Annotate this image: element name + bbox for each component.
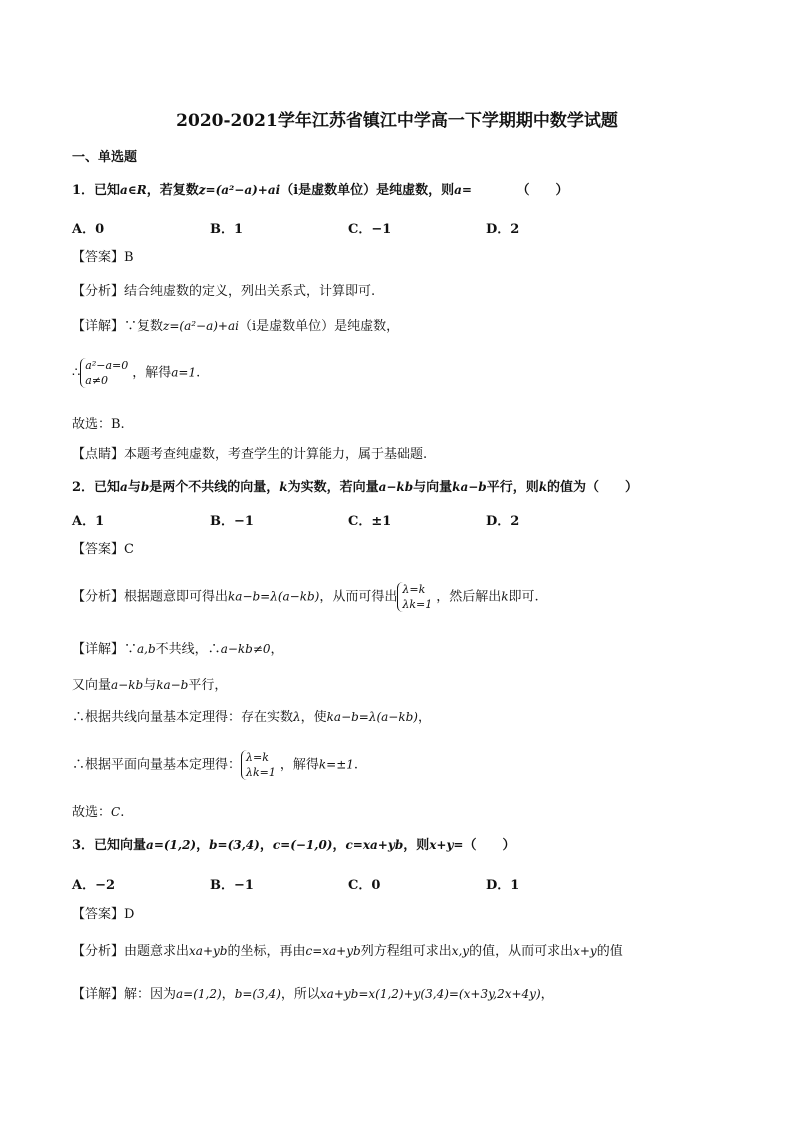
q1-option-a: A．0: [72, 222, 105, 237]
q1-equation-system: ∴ a²−a=0 a≠0 ，解得a=1.: [72, 359, 201, 387]
question-1-stem: 1．已知a∈R，若复数z=(a²−a)+ai（i是虚数单位）是纯虚数，则a= （ ）: [72, 183, 569, 198]
q3-answer: 【答案】D: [72, 907, 135, 922]
q1-detail: 【详解】∵复数z=(a²−a)+ai（i是虚数单位）是纯虚数，: [72, 319, 400, 334]
section-heading: 一、单选题: [72, 150, 138, 165]
q3-option-a: A．−2: [72, 878, 116, 893]
q1-option-c: C．−1: [348, 222, 392, 237]
q1-choice: 故选：B.: [72, 417, 125, 432]
q1-answer: 【答案】B: [72, 250, 134, 265]
document-title: 2020-2021学年江苏省镇江中学高一下学期期中数学试题: [176, 111, 618, 131]
q3-detail: 【详解】解：因为a=(1,2)，b=(3,4)，所以xa+yb=x(1,2)+y(3,4)=(x+3y,2x+4y)，: [72, 987, 554, 1002]
equation-brace: λ=k λk=1: [397, 582, 432, 612]
q2-detail-line-3: ∴根据共线向量基本定理得：存在实数λ，使ka−b=λ(a−kb)，: [72, 710, 432, 725]
equation-brace: a²−a=0 a≠0: [80, 358, 128, 388]
q2-detail: 【详解】∵a,b不共线，∴a−kb≠0，: [72, 642, 284, 657]
q1-option-d: D．2: [486, 222, 520, 237]
q2-option-c: C．±1: [348, 514, 392, 529]
q2-answer: 【答案】C: [72, 542, 134, 557]
q1-option-b: B．1: [210, 222, 244, 237]
question-2-stem: 2．已知a与b是两个不共线的向量，k为实数，若向量a−kb与向量ka−b平行，则k的值为（ ）: [72, 480, 639, 495]
q3-option-d: D．1: [486, 878, 520, 893]
q2-option-a: A．1: [72, 514, 105, 529]
equation-brace: λ=k λk=1: [241, 750, 276, 780]
q2-choice: 故选：C.: [72, 805, 125, 820]
q3-analysis: 【分析】由题意求出xa+yb的坐标，再由c=xa+yb列方程组可求出x,y的值，从而可求出x+y的值: [72, 944, 623, 959]
q2-detail-line-2: 又向量a−kb与ka−b平行，: [72, 678, 228, 693]
q2-option-d: D．2: [486, 514, 520, 529]
q1-analysis: 【分析】结合纯虚数的定义，列出关系式，计算即可.: [72, 284, 376, 299]
question-3-stem: 3．已知向量a=(1,2)，b=(3,4)，c=(−1,0)，c=xa+yb，则x+y=（ ）: [72, 838, 516, 853]
q3-option-b: B．−1: [210, 878, 254, 893]
q2-analysis: 【分析】根据题意即可得出ka−b=λ(a−kb)，从而可得出 λ=k λk=1 ，然后解出k即可.: [72, 583, 539, 611]
q2-option-b: B．−1: [210, 514, 254, 529]
q3-option-c: C．0: [348, 878, 381, 893]
q1-comment: 【点睛】本题考查纯虚数，考查学生的计算能力，属于基础题.: [72, 447, 428, 462]
q2-detail-line-4: ∴根据平面向量基本定理得： λ=k λk=1 ，解得k=±1.: [72, 751, 359, 779]
